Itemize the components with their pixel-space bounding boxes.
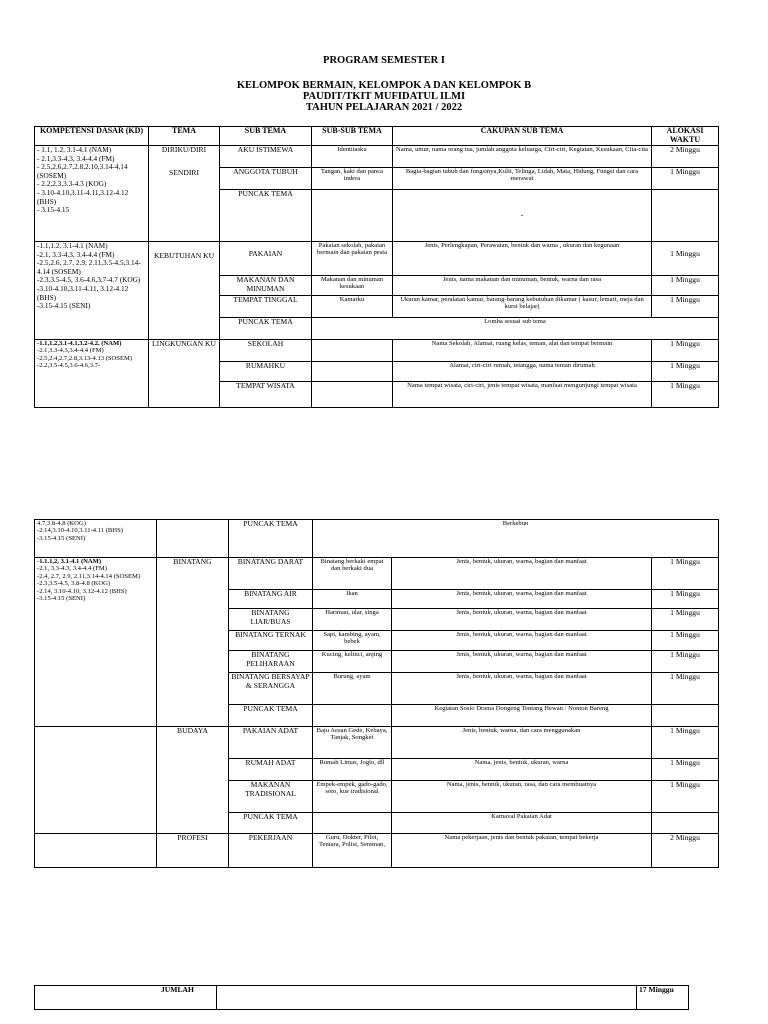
- subtema-cell: PUNCAK TEMA: [229, 705, 313, 727]
- alokasi-cell: 1 Minggu: [652, 242, 719, 276]
- title-kelompok: KELOMPOK BERMAIN, KELOMPOK A DAN KELOMPOK B: [236, 80, 532, 91]
- subsubtema-cell: Kucing, kelinci, anjing: [313, 651, 392, 673]
- program-table-1: [34, 126, 719, 408]
- cakupan-cell: Berkebun: [313, 520, 719, 558]
- kd-line: -2.4, 2.7, 2.9, 2.11,3.14-4.14 (SOSEM): [37, 572, 141, 580]
- cakupan-cell: Jenis, bentuk, warna, dan cara menggunakan: [392, 727, 652, 759]
- kd-line: -2.5,2.4,2.7,2.8,3.13-4.13 (SOSEM): [37, 354, 133, 362]
- subtema-cell: PUNCAK TEMA: [229, 520, 313, 558]
- subtema-cell: BINATANG PELIHARAAN: [229, 651, 313, 673]
- subtema-cell: BINATANG AIR: [229, 590, 313, 609]
- cakupan-cell: Nama, umur, nama orang tua, jumlah anggota keluarga, Ciri-ciri, Kegiatan, Kesukaan, Cita-cita: [393, 146, 652, 168]
- cakupan-cell: Bagia-bagian tubuh dan fungsinya,Kulit, Telinga, Lidah, Mata, Hidung, Fungsi dan cara merawat: [393, 168, 652, 190]
- kd-line: - 3.10-4.10,3.11-4.11,3.12-4.12 (BHS): [37, 187, 129, 206]
- table-row: [35, 727, 719, 759]
- header-cakupan: CAKUPAN SUB TEMA: [393, 127, 652, 146]
- cakupan-cell: Jenis, bentuk, ukuran, warna, bagian dan manfaat: [392, 673, 652, 705]
- cakupan-cell: Lomba sesuai sub tema: [312, 318, 719, 340]
- table-row: [35, 146, 719, 168]
- total-spacer: [217, 986, 637, 1010]
- kd-line: -2.14, 3.10-4.10, 3.12-4.12 (BHS): [37, 587, 127, 595]
- kd-line: - 1.1, 1.2, 3.1-4.1 (NAM): [37, 145, 112, 154]
- alokasi-cell: 1 Minggu: [652, 590, 719, 609]
- alokasi-cell: 1 Minggu: [652, 759, 719, 781]
- kd-line: -2.1,3.3-4.3,3.4-4.4 (FM): [37, 347, 104, 355]
- subtema-cell: PAKAIAN ADAT: [229, 727, 313, 759]
- kd-line: -2.2,3.5-4.5,3.6-4.6,3.7-: [37, 362, 101, 370]
- cakupan-cell: Jenis, Perlengkapan, Perawatan, bentuk dan warna , ukuran dan kegunaan: [393, 242, 652, 276]
- subtema-cell: BINATANG TERNAK: [229, 631, 313, 651]
- alokasi-cell: 1 Minggu: [652, 340, 719, 362]
- cakupan-cell: Jenis, bentuk, ukuran, warna, bagian dan manfaat: [392, 651, 652, 673]
- cakupan-cell: Jenis, bentuk, ukuran, warna, bagian dan manfaat: [392, 590, 652, 609]
- subtema-cell: ANGGOTA TUBUH: [220, 168, 312, 190]
- kd-cell: [35, 727, 157, 834]
- alokasi-cell: [652, 705, 719, 727]
- subsubtema-cell: Burung, ayam: [313, 673, 392, 705]
- subtema-cell: PEKERJAAN: [229, 834, 313, 868]
- total-label: JUMLAH: [35, 986, 217, 1010]
- subtema-cell: AKU ISTIMEWA: [220, 146, 312, 168]
- subtema-cell: TEMPAT TINGGAL: [220, 296, 312, 318]
- subsubtema-cell: [312, 382, 393, 408]
- subtema-cell: PUNCAK TEMA: [229, 813, 313, 834]
- tema-cell: PROFESI: [157, 834, 229, 868]
- alokasi-cell: 1 Minggu: [652, 558, 719, 590]
- subsubtema-cell: Rumah Limas, Joglo, dll: [313, 759, 392, 781]
- subsubtema-cell: Identitasku: [312, 146, 393, 168]
- alokasi-cell: 1 Minggu: [652, 781, 719, 813]
- cakupan-cell: Nama, jenis, bentuk, ukuran, rasa, dan cara membuatnya: [392, 781, 652, 813]
- subsubtema-cell: Tangan, kaki dan panca indera: [312, 168, 393, 190]
- subtema-cell: MAKANAN DAN MINUMAN: [220, 276, 312, 296]
- kd-cell: [35, 340, 149, 408]
- subsubtema-cell: [312, 340, 393, 362]
- header-tema: TEMA: [149, 127, 220, 146]
- kd-cell: [35, 834, 157, 868]
- tema-cell: LINGKUNGAN KU: [149, 340, 220, 408]
- alokasi-cell: 1 Minggu: [652, 276, 719, 296]
- subsubtema-cell: Kamarku: [312, 296, 393, 318]
- subtema-cell: PUNCAK TEMA: [220, 190, 312, 242]
- kd-line: -1.1,1.2, 3.1-4.1 (NAM): [37, 241, 108, 250]
- total-row: [35, 986, 689, 1010]
- subsubtema-cell: Baju Aesan Gede, Kebaya, Tanjak, Songket: [313, 727, 392, 759]
- alokasi-cell: 1 Minggu: [652, 631, 719, 651]
- title-school: PAUDIT/TKIT MUFIDATUL ILMI: [302, 91, 466, 102]
- kd-line: 4.7,3.8-4.8 (KOG): [37, 520, 86, 527]
- alokasi-cell: 1 Minggu: [652, 673, 719, 705]
- kd-line: -2.1, 3.3-4.3, 3.4-4.4 (FM): [37, 565, 107, 573]
- alokasi-cell: 1 Minggu: [652, 651, 719, 673]
- cakupan-cell: Karnaval Pakaian Adat: [392, 813, 652, 834]
- cakupan-cell: Ukuran kamar, peralatan kamar, barang-barang kebutuhan dikamar ( kasur, lemari, meja dan kursi belajar): [393, 296, 652, 318]
- tema-cell: [149, 146, 220, 242]
- subtema-cell: TEMPAT WISATA: [220, 382, 312, 408]
- cakupan-cell: -: [393, 190, 652, 242]
- kd-line: -1.1,1.2,3.1-4.1,3.2-4.2, (NAM): [37, 340, 122, 347]
- alokasi-cell: 1 Minggu: [652, 609, 719, 631]
- tema-cell: BINATANG: [157, 558, 229, 727]
- alokasi-cell: 2 Minggu: [652, 834, 719, 868]
- subsubtema-cell: [312, 362, 393, 382]
- program-table-2: [34, 519, 719, 868]
- table-row: [35, 520, 719, 558]
- tema-cell: BUDAYA: [157, 727, 229, 834]
- subtema-cell: BINATANG BERSAYAP & SERANGGA: [229, 673, 313, 705]
- header-row: [35, 127, 719, 146]
- kd-line: -2.3,3.5-4.5, 3.8-4.8 (KOG): [37, 580, 111, 588]
- cakupan-cell: Nama, jenis, bentuk, ukuran, warna: [392, 759, 652, 781]
- kd-line: -2.1, 3.3-4.3, 3.4-4.4 (FM): [37, 249, 115, 259]
- alokasi-cell: 2 Minggu: [652, 146, 719, 168]
- kd-line: -3.15-4.15 (SENI): [37, 534, 86, 542]
- subsubtema-cell: Harimau, ular, singa: [313, 609, 392, 631]
- subtema-cell: SEKOLAH: [220, 340, 312, 362]
- subsubtema-cell: Empek-empek, gado-gado, soto, kue tradisional: [313, 781, 392, 813]
- alokasi-cell: 1 Minggu: [652, 362, 719, 382]
- subsubtema-cell: Guru, Dokter, Pilot, Tentara, Polisi, Seniman,: [313, 834, 392, 868]
- subtema-cell: PUNCAK TEMA: [220, 318, 312, 340]
- alokasi-cell: 1 Minggu: [652, 382, 719, 408]
- kd-line: - 2.2,2.3,3.3-4.3 (KOG): [37, 179, 107, 189]
- table-row: [35, 558, 719, 590]
- header-alokasi: ALOKASI WAKTU: [652, 127, 719, 146]
- subtema-cell: PAKAIAN: [220, 242, 312, 276]
- kd-line: -1.1.1,2, 3.1-4.1 (NAM): [37, 558, 102, 565]
- kd-line: -3.15-4.15 (SENI): [37, 595, 86, 603]
- subtema-cell: BINATANG LIAR/BUAS: [229, 609, 313, 631]
- kd-line: -3.10-4.10,3.11-4.11, 3.12-4.12 (BHS): [37, 283, 129, 302]
- cakupan-cell: Nama pekerjaan, jenis dan bentuk pakaian, tempat bekerja: [392, 834, 652, 868]
- subtema-cell: BINATANG DARAT: [229, 558, 313, 590]
- header-subtema: SUB TEMA: [220, 127, 312, 146]
- alokasi-cell: 1 Minggu: [652, 727, 719, 759]
- kd-cell: [35, 558, 157, 727]
- subtema-cell: RUMAH ADAT: [229, 759, 313, 781]
- cakupan-cell: Nama tempat wisata, ciri-ciri, jenis tempat wisata, manfaat mengunjungi tempat wisata: [393, 382, 652, 408]
- alokasi-cell: [652, 190, 719, 242]
- subsubtema-cell: Binatang berkaki empat dan berkaki dua: [313, 558, 392, 590]
- alokasi-cell: 1 Minggu: [652, 296, 719, 318]
- kd-line: - 2.5,2.6,2.7,2.8,2.10,3.14-4.14 (SOSEM): [37, 162, 128, 180]
- kd-line: -2.14,3.10-4.10,3.11-4.11 (BHS): [37, 527, 123, 535]
- kd-cell: [35, 146, 149, 242]
- cakupan-cell: Alamat, ciri-ciri rumah, tetangga, nama teman dirumah: [393, 362, 652, 382]
- subtema-cell: RUMAHKU: [220, 362, 312, 382]
- table-row: [35, 834, 719, 868]
- alokasi-cell: [652, 813, 719, 834]
- cakupan-cell: Jenis, bentuk, ukuran, warna, bagian dan manfaat: [392, 609, 652, 631]
- alokasi-cell: 1 Minggu: [652, 168, 719, 190]
- kd-line: -2.3,3.5-4.5, 3.6-4.6,3.7-4.7 (KOG): [37, 275, 141, 285]
- kd-line: -3.15-4.15 (SENI): [37, 301, 91, 311]
- cakupan-cell: Nama Sekolah, Alamat, ruang kelas, teman, alat dan tempat bermain: [393, 340, 652, 362]
- kd-line: - 3.15-4.15: [37, 205, 70, 215]
- subsubtema-cell: [312, 190, 393, 242]
- header-subsubtema: SUB-SUB TEMA: [312, 127, 393, 146]
- cakupan-cell: Jenis, bentuk, ukuran, warna, bagian dan manfaat: [392, 558, 652, 590]
- title-year: TAHUN PELAJARAN 2021 / 2022: [305, 102, 463, 113]
- kd-cell: [35, 520, 157, 558]
- subsubtema-cell: Pakaian sekolah, pakaian bermain dan pakaian pesta: [312, 242, 393, 276]
- kd-cell: [35, 242, 149, 340]
- table-row: [35, 340, 719, 362]
- cakupan-cell: Jenis, nama makanan dan minuman, bentuk, warna dan rasa: [393, 276, 652, 296]
- table-row: [35, 242, 719, 276]
- tema-cell: KEBUTUHAN KU: [149, 242, 220, 340]
- tema-cell: [157, 520, 229, 558]
- total-table: [34, 985, 689, 1010]
- cakupan-cell: Jenis, bentuk, ukuran, warna, bagian dan manfaat: [392, 631, 652, 651]
- tema-line: SENDIRI: [169, 167, 199, 177]
- subsubtema-cell: Ikan: [313, 590, 392, 609]
- kd-line: -2.5,2.6, 2.7, 2.9, 2.11,3.5-4.5,3.14-4.14 (SOSEM): [37, 258, 141, 276]
- header-kd: KOMPETENSI DASAR (KD): [35, 127, 149, 146]
- subsubtema-cell: [313, 705, 392, 727]
- subsubtema-cell: Makanan dan minuman kesukaan: [312, 276, 393, 296]
- total-value: 17 Minggu: [637, 986, 689, 1010]
- subsubtema-cell: [313, 813, 392, 834]
- cakupan-cell: Kegiatan Sosio Drama Dongeng Tentang Hewan / Nonton Bareng: [392, 705, 652, 727]
- title-program: PROGRAM SEMESTER I: [323, 55, 445, 66]
- subsubtema-cell: Sapi, kambing, ayam, bebek: [313, 631, 392, 651]
- subtema-cell: MAKANAN TRADISIONAL: [229, 781, 313, 813]
- kd-line: - 2.1,3.3-4.3, 3.4-4.4 (FM): [37, 153, 115, 163]
- tema-line: DIRIKU/DIRI: [161, 145, 207, 154]
